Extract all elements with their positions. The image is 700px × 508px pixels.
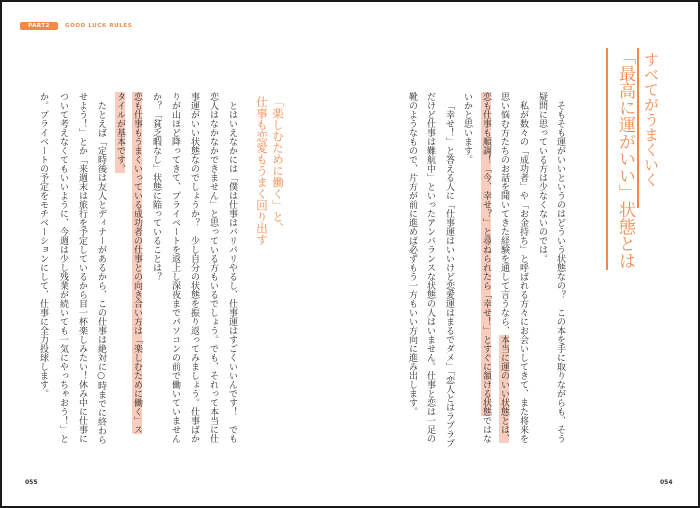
body-column: 私が数々の「成功者」や「お金持ち」と呼ばれる方々にお会いしてきて、また将来を	[518, 101, 528, 443]
body-column: ついて考えなくてもいいように、今週は少し残業が続いても一気にやっちゃおう！」と	[58, 92, 68, 443]
body-column	[131, 92, 143, 434]
highlighted-text: 本当に運のいい状態とは、	[499, 335, 509, 443]
body-column: たとえば「定時後は友人とディナーがあるから、この仕事は絶対に○時までに終わら	[96, 101, 106, 444]
body-column: だけど仕事は難航中」といったアンバランスな状態の人はいません。仕事と恋は一足の	[425, 92, 435, 443]
body-column: せよう！」とか「来週末は旅行を予定しているから目一杯楽しみたい！休み中に仕事に	[77, 92, 87, 443]
body-column: 事運がいい状態なのでしょうか？ 少し自分の状態を振り返ってみましょう。仕事ばか	[189, 92, 199, 443]
body-column: か？「貧乏暇なし」状態に陥っていることは？	[151, 92, 161, 281]
body-column: そもそも運がいいというのはどういう状態なの？ この本を手に取りながらも、そう	[555, 101, 565, 443]
body-column: 靴のようなもので、片方が前に進めば必ずもう一方もいい方向に進み出します。	[407, 92, 417, 416]
part-badge: PART2	[20, 22, 58, 30]
chapter-title-line2: 「最高に運がいい」状態とは	[615, 48, 635, 269]
section-heading-line1: 「楽しむために働く」と、	[271, 96, 285, 234]
body-column: いかと思います。	[462, 92, 472, 164]
body-column: 「幸せ！」と答える人に「仕事運はいいけど恋愛運はまるでダメ」「恋人とはラブラブ	[444, 101, 454, 448]
running-header: GOOD LUCK RULES	[65, 23, 133, 29]
highlighted-text: 恋も仕事もうまくいっている成功者の仕事との向き合い方は「楽しむために働く」ス	[132, 92, 142, 434]
page-number: 054	[660, 479, 673, 486]
highlighted-text: タイルが基本です。	[115, 92, 125, 173]
body-column: 恋人はなかなかできません」と思っている方もいるでしょう。でも、それって本当に仕	[208, 92, 218, 443]
body-column: りが山ほど降ってきて、プライベートを返上し深夜までパソコンの前で働いていません	[170, 92, 180, 443]
body-column	[480, 92, 492, 443]
body-column	[114, 92, 126, 173]
title-rule	[637, 48, 639, 208]
highlighted-text: 恋も仕事も順調！「今、幸せ？」と尋ねられたら「幸せ！」とすぐに頷ける状態	[481, 92, 491, 416]
title-rule	[606, 48, 608, 270]
section-heading-line2: 仕事も恋愛もうまく回り出す	[255, 96, 269, 246]
body-text: ではな	[481, 416, 491, 443]
body-text: 思い悩む方たちのお話を聞いてきた経験を通して言うなら、	[499, 92, 509, 335]
page-number: 055	[25, 479, 38, 486]
body-column: か。プライベートの予定をモチベーションにして、仕事に全力投球します。	[38, 92, 48, 398]
body-column	[498, 92, 510, 443]
body-column: とはいえなかには「僕は仕事はバリバリやるし、仕事運はすごくいいんです！ でも	[227, 101, 237, 443]
body-column: 疑問に思っている方は少なくないのでは。	[537, 92, 547, 263]
chapter-title-line1: すべてがうまくいく	[642, 52, 660, 187]
